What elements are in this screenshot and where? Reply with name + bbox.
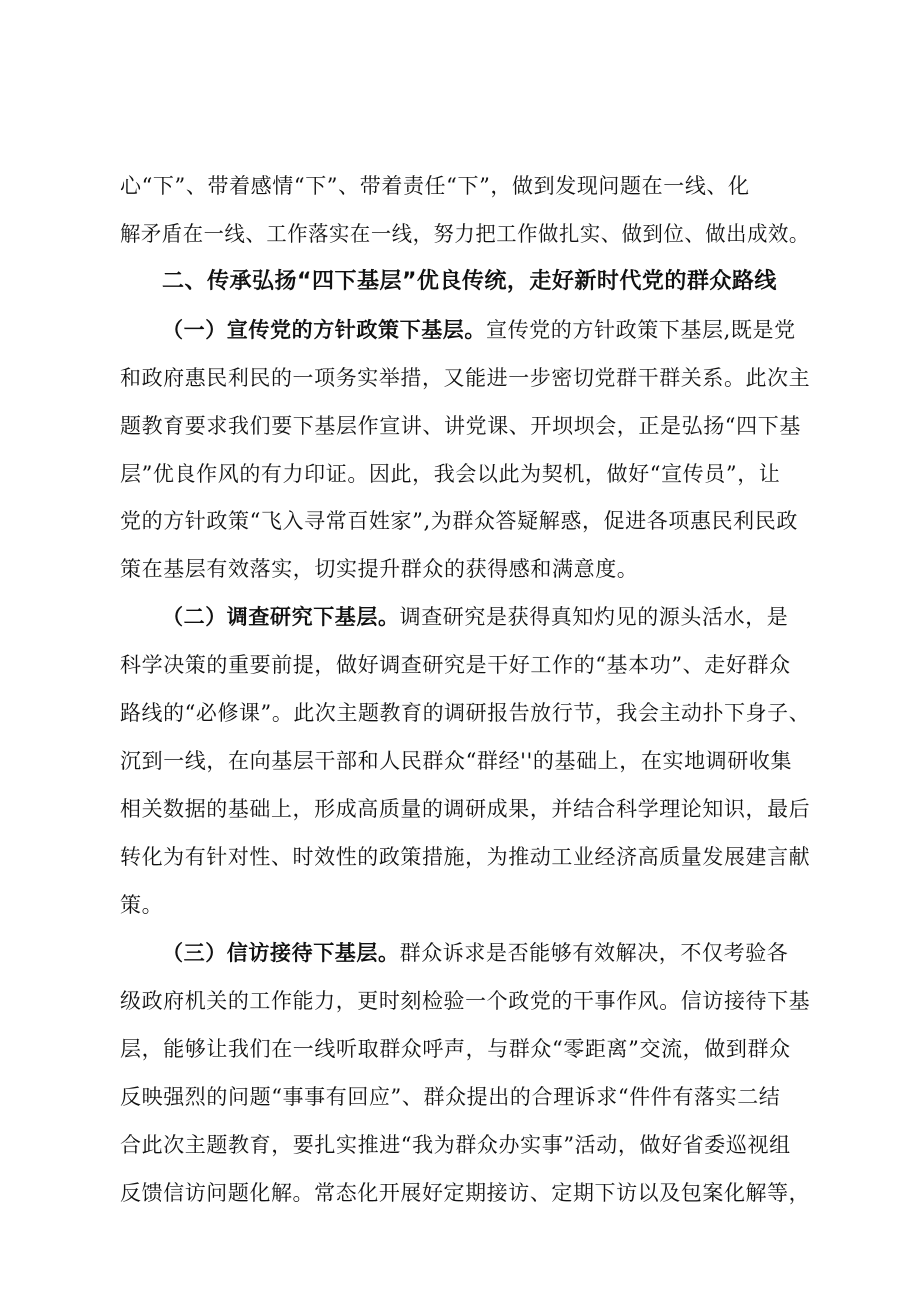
paragraph-line: 科学决策的重要前提，做好调查研究是干好工作的“基本功”、走好群众	[120, 653, 791, 677]
subsection-title: （二）调查研究下基层。	[162, 605, 400, 629]
paragraph-line: 策在基层有效落实，切实提升群众的获得感和满意度。	[120, 557, 639, 581]
paragraph-line: 级政府机关的工作能力，更时刻检验一个政党的干事作风。信访接待下基	[120, 989, 811, 1013]
paragraph-text: 群众诉求是否能够有效解决，不仅考验各	[399, 941, 789, 965]
paragraph-text: 宣传党的方针政策下基层,既是党	[486, 318, 796, 342]
paragraph-line: 层，能够让我们在一线听取群众呼声，与群众“零距离”交流，做到群众	[120, 1037, 791, 1061]
paragraph-line: 反馈信访问题化解。常态化开展好定期接访、定期下访以及包案化解等，	[120, 1181, 811, 1205]
subsection-title: （三）信访接待下基层。	[162, 941, 400, 965]
paragraph-text: 调查研究是获得真知灼见的源头活水，是	[399, 605, 789, 629]
section-heading: 二、传承弘扬“四下基层”优良传统，走好新时代党的群众路线	[162, 269, 777, 294]
paragraph-line: 层”优良作风的有力印证。因此，我会以此为契机，做好“宣传员”，让	[120, 462, 781, 486]
paragraph-line: 策。	[120, 893, 164, 917]
paragraph-line: 题教育要求我们要下基层作宣讲、讲党课、开坝坝会，正是弘扬“四下基	[120, 414, 801, 438]
paragraph-line: 合此次主题教育，要扎实推进“我为群众办实事”活动，做好省委巡视组	[120, 1133, 791, 1157]
paragraph-line: 解矛盾在一线、工作落实在一线，努力把工作做扎实、做到位、做出成效。	[120, 222, 810, 246]
paragraph-line: 党的方针政策“飞入寻常百姓家”,为群众答疑解惑，促进各项惠民利民政	[120, 509, 798, 533]
paragraph-line: 心“下”、带着感情“下”、带着责任“下”，做到发现问题在一线、化	[120, 174, 750, 198]
section-first-line	[162, 599, 810, 635]
paragraph-line: 相关数据的基础上，形成高质量的调研成果，并结合科学理论知识，最后	[120, 797, 811, 821]
paragraph-line: 路线的“必修课”。此次主题教育的调研报告放行节，我会主动扑下身子、	[120, 701, 811, 725]
paragraph-line: 沉到一线，在向基层干部和人民群众“群经''的基础上，在实地调研收集	[120, 749, 793, 773]
paragraph-line: 转化为有针对性、时效性的政策措施，为推动工业经济高质量发展建言献	[120, 845, 811, 869]
section-first-line	[162, 935, 810, 971]
subsection-title: （一）宣传党的方针政策下基层。	[162, 318, 486, 342]
paragraph-line: 反映强烈的问题“事事有回应”、群众提出的合理诉求“件件有落实二结	[120, 1085, 781, 1109]
paragraph-line: 和政府惠民利民的一项务实举措，又能进一步密切党群干群关系。此次主	[120, 366, 811, 390]
section-first-line	[162, 312, 810, 348]
